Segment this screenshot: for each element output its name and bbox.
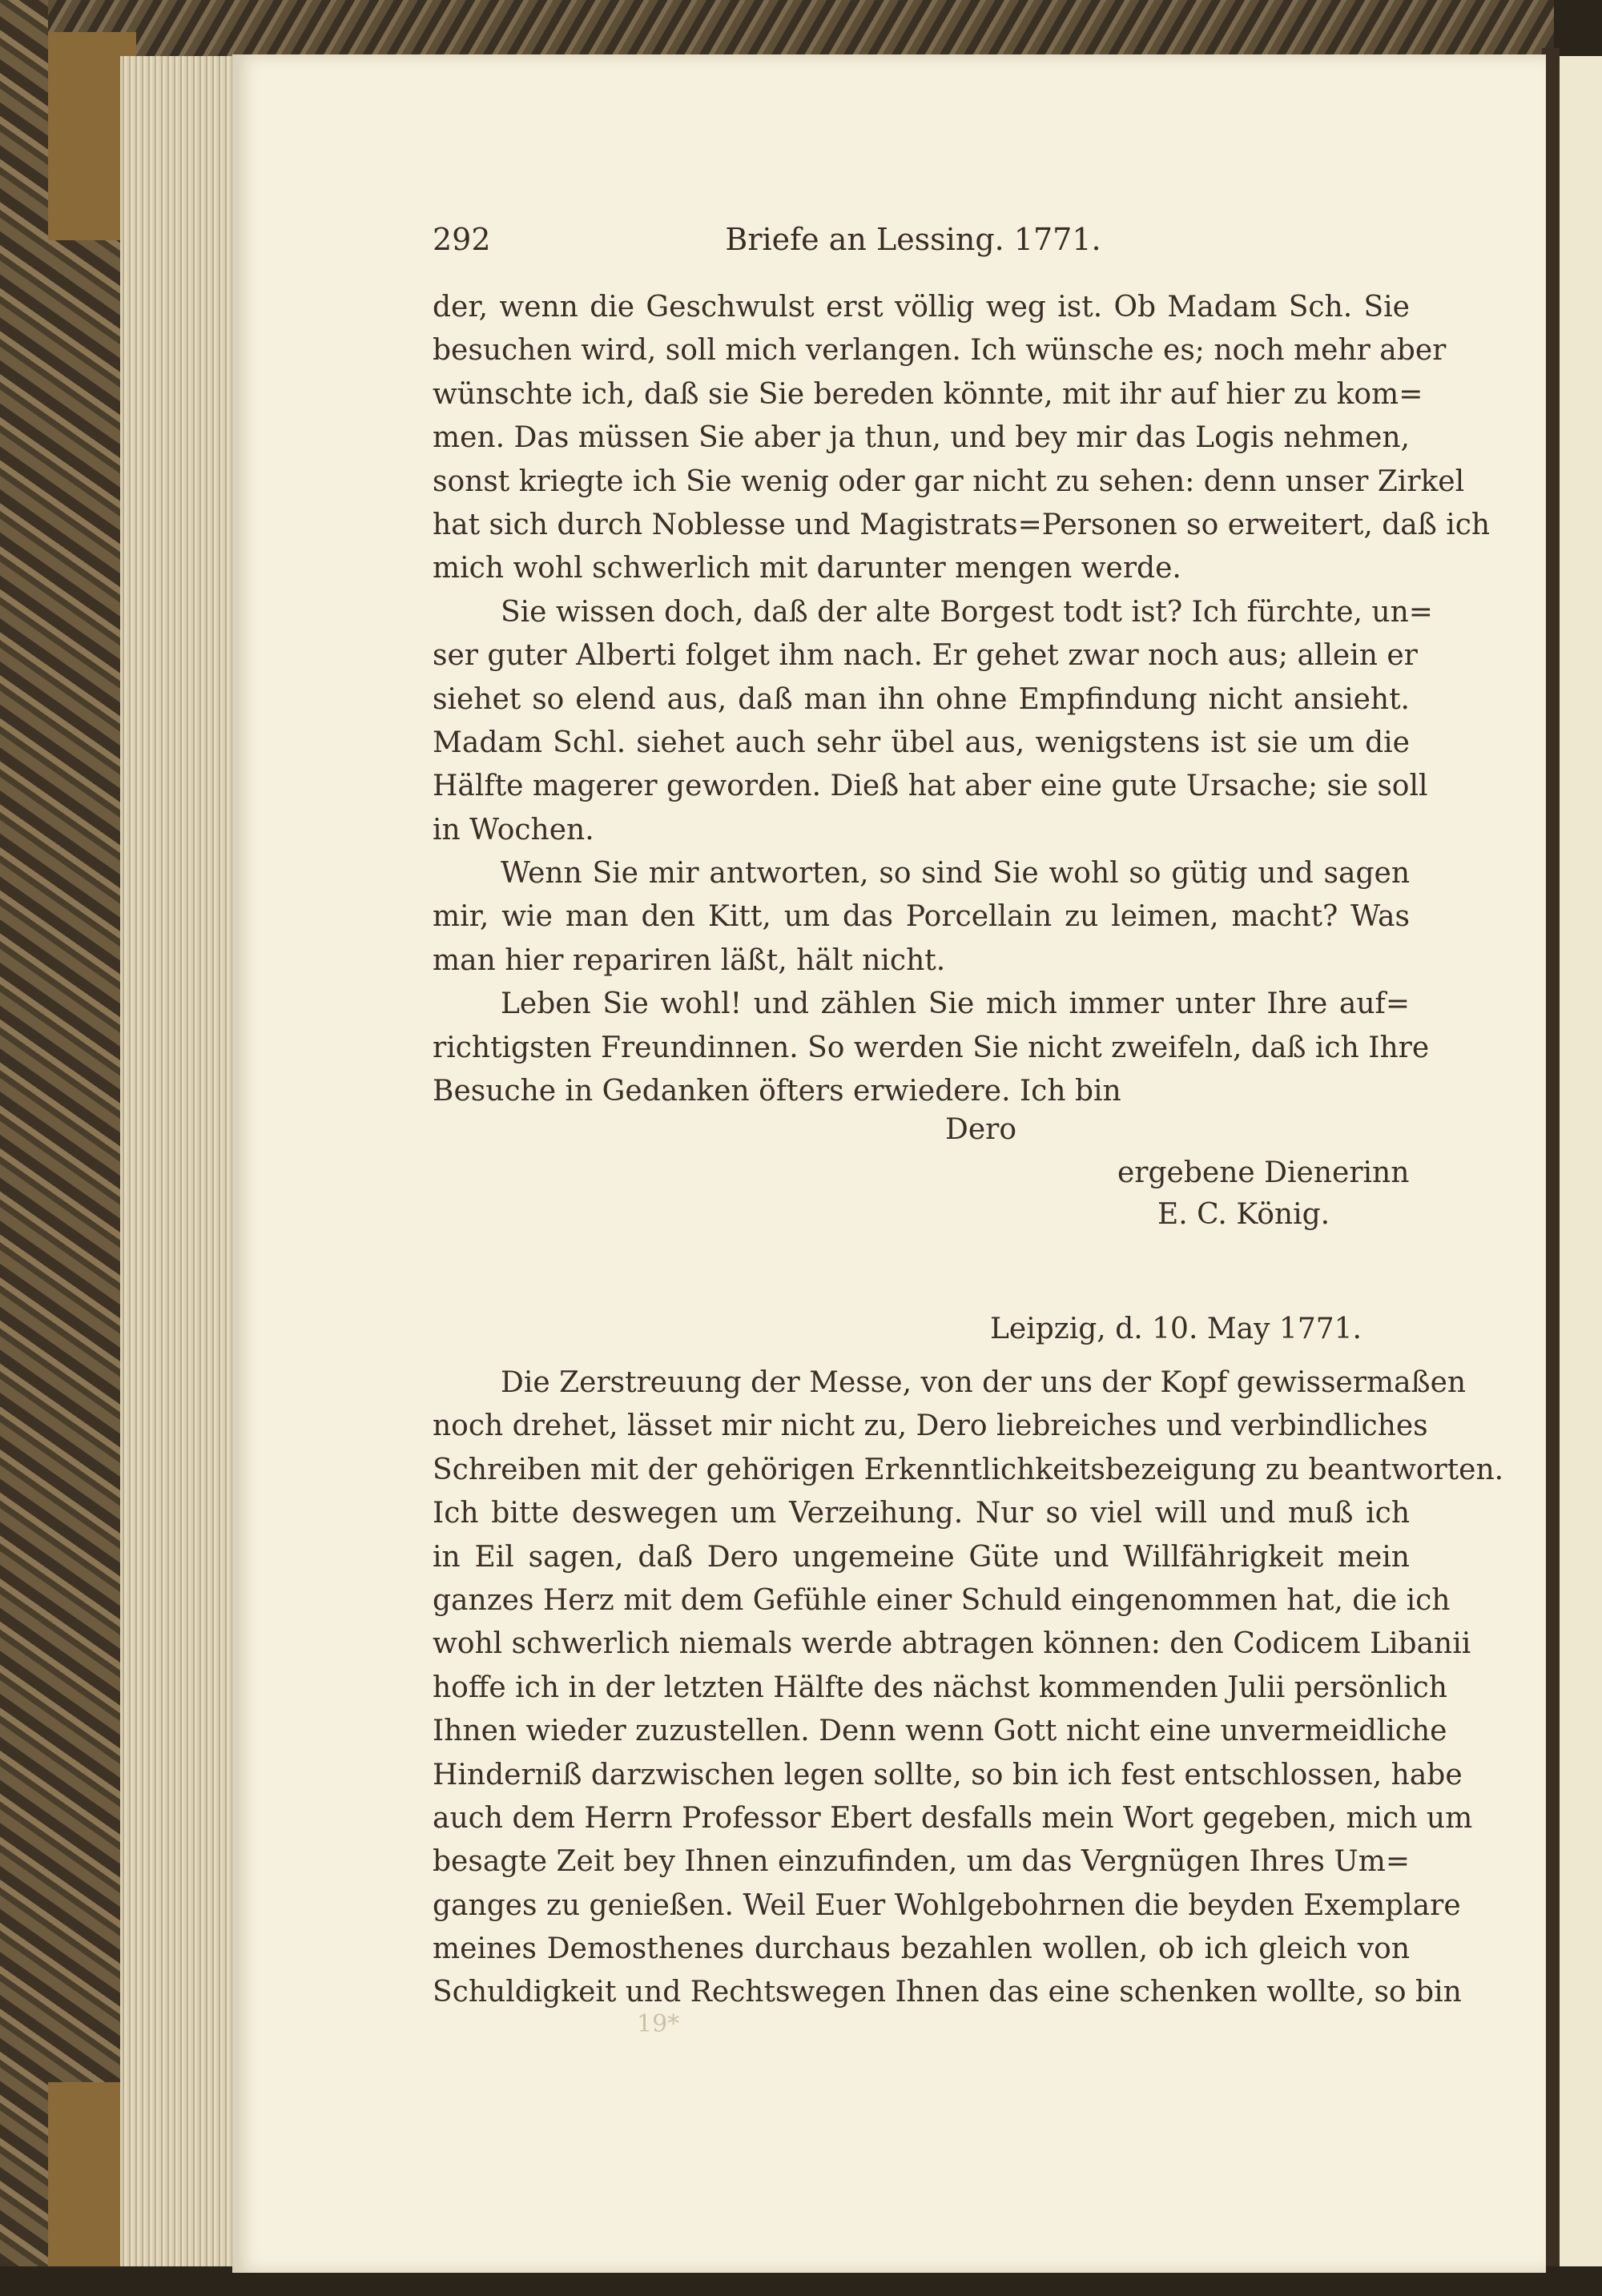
text-line: richtigsten Freundinnen. So werden Sie nicht zweifeln, daß ich Ihre <box>433 1031 1430 1064</box>
text-line: Die Zerstreuung der Messe, von der uns der Kopf gewissermaßen <box>501 1366 1467 1399</box>
text-line: in Wochen. <box>433 813 594 846</box>
running-title: Briefe an Lessing. 1771. <box>725 222 1101 257</box>
text-line: Wenn Sie mir antworten, so sind Sie wohl so gütig und sagen <box>501 857 1410 891</box>
book-cover-top <box>48 0 1554 56</box>
dateline: Leipzig, d. 10. May 1771. <box>990 1313 1362 1345</box>
text-line: men. Das müssen Sie aber ja thun, und bey mir das Logis nehmen, <box>433 421 1410 455</box>
text-line: Sie wissen doch, daß der alte Borgest todt ist? Ich fürchte, un= <box>501 595 1433 629</box>
text-line: hat sich durch Noblesse und Magistrats=Personen so erweitert, daß ich <box>433 508 1491 541</box>
text-line: Besuche in Gedanken öfters erwiedere. Ich bin <box>433 1075 1121 1108</box>
page-number: 292 <box>433 222 491 257</box>
closing-dero: Dero <box>945 1113 1017 1146</box>
text-line: mir, wie man den Kitt, um das Porcellain zu leimen, macht? Was <box>433 900 1410 934</box>
letter-2-body <box>433 1361 1504 2015</box>
letter-1-body <box>433 286 1491 1113</box>
facing-page-edge <box>1560 56 1602 2296</box>
closing-valediction: ergebene Dienerinn <box>1117 1156 1410 1189</box>
text-line: Ich bitte deswegen um Verzeihung. Nur so viel will und muß ich <box>433 1497 1410 1530</box>
signature-mark: 19* <box>637 2010 680 2038</box>
text-line: der, wenn die Geschwulst erst völlig weg ist. Ob Madam Sch. Sie <box>433 291 1410 324</box>
page-stack-edges <box>120 56 236 2266</box>
text-line: ser guter Alberti folget ihm nach. Er gehet zwar noch aus; allein er <box>433 639 1418 673</box>
text-line: Madam Schl. siehet auch sehr übel aus, wenigstens ist sie um die <box>433 726 1410 759</box>
text-line: man hier repariren läßt, hält nicht. <box>433 943 946 977</box>
text-line: Hälfte magerer geworden. Dieß hat aber eine gute Ursache; sie soll <box>433 770 1428 803</box>
text-line: noch drehet, lässet mir nicht zu, Dero liebreiches und verbindliches <box>433 1409 1428 1443</box>
text-line: siehet so elend aus, daß man ihn ohne Empfindung nicht ansieht. <box>433 682 1410 716</box>
text-line: mich wohl schwerlich mit darunter mengen werde. <box>433 552 1181 585</box>
text-line: Ihnen wieder zuzustellen. Denn wenn Gott nicht eine unvermeidliche <box>433 1715 1447 1748</box>
text-line: ganzes Herz mit dem Gefühle einer Schuld eingenommen hat, die ich <box>433 1583 1451 1617</box>
text-line: sonst kriegte ich Sie wenig oder gar nicht zu sehen: denn unser Zirkel <box>433 464 1465 498</box>
text-line: Schreiben mit der gehörigen Erkenntlichkeitsbezeigung zu beantworten. <box>433 1453 1504 1486</box>
book-cover-marbled <box>0 0 136 2296</box>
text-line: ganges zu genießen. Weil Euer Wohlgebohrnen die beyden Exemplare <box>433 1888 1461 1922</box>
letter-signature: E. C. König. <box>1157 1198 1330 1231</box>
text-line: besagte Zeit bey Ihnen einzufinden, um das Vergnügen Ihres Um= <box>433 1845 1410 1879</box>
text-line: wohl schwerlich niemals werde abtragen können: den Codicem Libanii <box>433 1627 1471 1661</box>
text-line: meines Demosthenes durchaus bezahlen wollen, ob ich gleich von <box>433 1932 1410 1966</box>
text-line: wünschte ich, daß sie Sie bereden könnte, mit ihr auf hier zu kom= <box>433 377 1423 411</box>
text-line: besuchen wird, soll mich verlangen. Ich wünsche es; noch mehr aber <box>433 334 1447 368</box>
text-line: Hinderniß darzwischen legen sollte, so bin ich fest entschlossen, habe <box>433 1758 1463 1791</box>
text-line: Leben Sie wohl! und zählen Sie mich immer unter Ihre auf= <box>501 987 1410 1021</box>
text-line: auch dem Herrn Professor Ebert desfalls mein Wort gegeben, mich um <box>433 1801 1473 1835</box>
text-line: in Eil sagen, daß Dero ungemeine Güte und Willfährigkeit mein <box>433 1540 1410 1574</box>
text-line: Schuldigkeit und Rechtswegen Ihnen das eine schenken wollte, so bin <box>433 1976 1462 2009</box>
text-line: hoffe ich in der letzten Hälfte des nächst kommenden Julii persönlich <box>433 1671 1447 1704</box>
